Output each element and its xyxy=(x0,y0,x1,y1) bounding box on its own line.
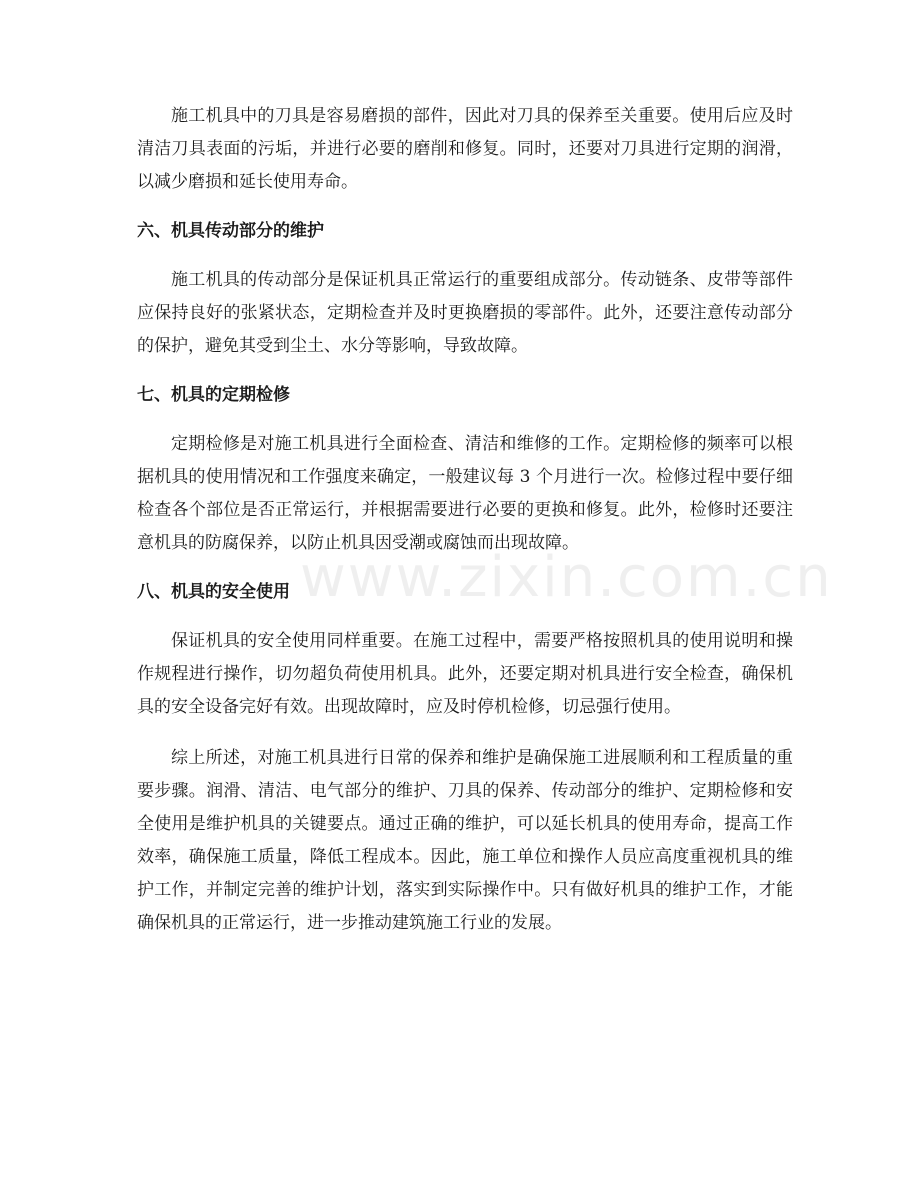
section-heading-8: 八、机具的安全使用 xyxy=(137,582,290,602)
paragraph-transmission: 施工机具的传动部分是保证机具正常运行的重要组成部分。传动链条、皮带等部件应保持良好的张紧状态，定期检查并及时更换磨损的零部件。此外，还要注意传动部分的保护，避免其受到尘土、水分等影响，导致故障。 xyxy=(137,270,793,356)
section-heading-7: 七、机具的定期检修 xyxy=(137,385,290,405)
document-body xyxy=(137,100,793,940)
paragraph-inspection: 定期检修是对施工机具进行全面检查、清洁和维修的工作。定期检修的频率可以根据机具的使用情况和工作强度来确定，一般建议每 3 个月进行一次。检修过程中要仔细检查各个部位是否正常运行，并根据需要进行必要的更换和修复。此外，检修时还要注意机具的防腐保养，以防止机具因受潮或腐蚀而出现故障。 xyxy=(137,434,793,553)
watermark: www.zixin.com.cn xyxy=(300,545,833,610)
paragraph-conclusion: 综上所述，对施工机具进行日常的保养和维护是确保施工进展顺利和工程质量的重要步骤。润滑、清洁、电气部分的维护、刀具的保养、传动部分的维护、定期检修和安全使用是维护机具的关键要点。通过正确的维护，可以延长机具的使用寿命，提高工作效率，确保施工质量，降低工程成本。因此，施工单位和操作人员应高度重视机具的维护工作，并制定完善的维护计划，落实到实际操作中。只有做好机具的维护工作，才能确保机具的正常运行，进一步推动建筑施工行业的发展。 xyxy=(137,748,793,933)
paragraph-tool-maintenance: 施工机具中的刀具是容易磨损的部件，因此对刀具的保养至关重要。使用后应及时清洁刀具表面的污垢，并进行必要的磨削和修复。同时，还要对刀具进行定期的润滑，以减少磨损和延长使用寿命。 xyxy=(137,106,793,192)
paragraph-safety: 保证机具的安全使用同样重要。在施工过程中，需要严格按照机具的使用说明和操作规程进行操作，切勿超负荷使用机具。此外，还要定期对机具进行安全检查，确保机具的安全设备完好有效。出现故障时，应及时停机检修，切忌强行使用。 xyxy=(137,631,793,717)
section-heading-6: 六、机具传动部分的维护 xyxy=(137,221,324,241)
